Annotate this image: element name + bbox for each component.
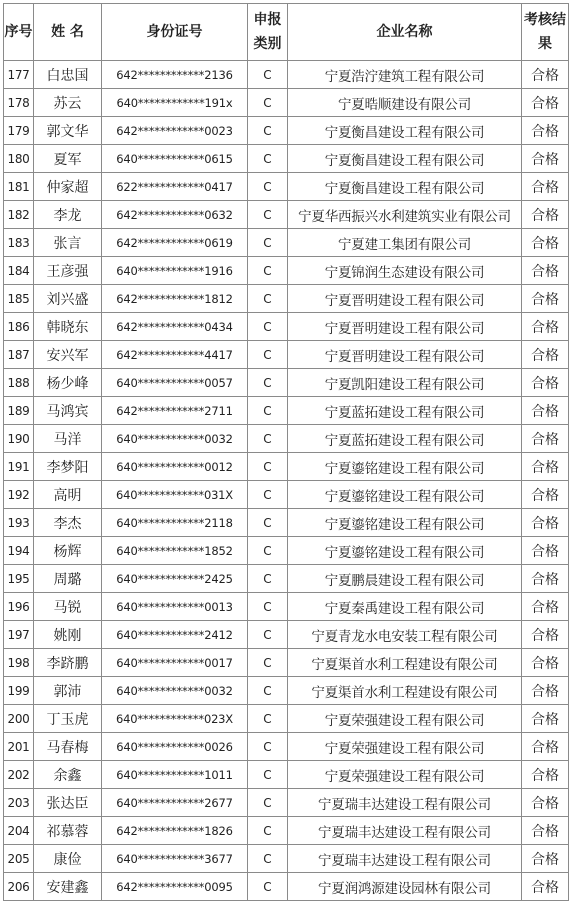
table-row [4,229,569,257]
cell-result: 合格 [522,789,569,817]
cell-company: 宁夏晋明建设工程有限公司 [288,341,522,369]
cell-company: 宁夏瑞丰达建设工程有限公司 [288,789,522,817]
cell-name: 安建鑫 [34,873,102,901]
cell-name: 李龙 [34,201,102,229]
results-table [3,3,569,901]
cell-company: 宁夏瑞丰达建设工程有限公司 [288,817,522,845]
cell-name: 郭沛 [34,677,102,705]
header-type: 申报类别 [248,4,288,61]
cell-seq: 189 [4,397,34,425]
cell-result: 合格 [522,145,569,173]
cell-company: 宁夏鎏铭建设工程有限公司 [288,481,522,509]
cell-name: 杨少峰 [34,369,102,397]
cell-id: 640************1916 [102,257,248,285]
cell-name: 李杰 [34,509,102,537]
cell-type: C [248,117,288,145]
table-row [4,257,569,285]
table-row [4,341,569,369]
cell-company: 宁夏秦禹建设工程有限公司 [288,593,522,621]
cell-name: 姚刚 [34,621,102,649]
cell-company: 宁夏青龙水电安装工程有限公司 [288,621,522,649]
cell-name: 安兴军 [34,341,102,369]
cell-id: 640************2425 [102,565,248,593]
cell-company: 宁夏鹏晨建设工程有限公司 [288,565,522,593]
table-row [4,117,569,145]
cell-id: 642************0434 [102,313,248,341]
cell-type: C [248,397,288,425]
table-row [4,817,569,845]
header-result: 考核结果 [522,4,569,61]
table-row [4,565,569,593]
table-row [4,173,569,201]
table-row [4,313,569,341]
cell-type: C [248,173,288,201]
cell-name: 白忠国 [34,61,102,89]
cell-name: 高明 [34,481,102,509]
cell-result: 合格 [522,677,569,705]
cell-type: C [248,649,288,677]
table-row [4,453,569,481]
table-header [4,4,569,61]
cell-name: 马鸿宾 [34,397,102,425]
cell-result: 合格 [522,705,569,733]
cell-seq: 205 [4,845,34,873]
cell-result: 合格 [522,117,569,145]
cell-company: 宁夏鎏铭建设工程有限公司 [288,453,522,481]
cell-company: 宁夏鎏铭建设工程有限公司 [288,537,522,565]
cell-type: C [248,789,288,817]
cell-company: 宁夏浩泞建筑工程有限公司 [288,61,522,89]
cell-seq: 191 [4,453,34,481]
table-row [4,509,569,537]
cell-type: C [248,705,288,733]
cell-company: 宁夏锦润生态建设有限公司 [288,257,522,285]
cell-company: 宁夏渠首水利工程建设有限公司 [288,677,522,705]
cell-company: 宁夏润鸿源建设园林有限公司 [288,873,522,901]
cell-id: 622************0417 [102,173,248,201]
cell-company: 宁夏鎏铭建设工程有限公司 [288,509,522,537]
cell-id: 640************0032 [102,677,248,705]
cell-seq: 201 [4,733,34,761]
cell-seq: 206 [4,873,34,901]
table-body [4,61,569,901]
cell-company: 宁夏荣强建设工程有限公司 [288,733,522,761]
cell-result: 合格 [522,425,569,453]
cell-id: 642************1826 [102,817,248,845]
cell-company: 宁夏瑞丰达建设工程有限公司 [288,845,522,873]
cell-id: 642************0632 [102,201,248,229]
cell-name: 周璐 [34,565,102,593]
cell-seq: 179 [4,117,34,145]
table-row [4,593,569,621]
table-row [4,397,569,425]
cell-name: 李梦阳 [34,453,102,481]
cell-type: C [248,285,288,313]
cell-name: 马洋 [34,425,102,453]
cell-type: C [248,677,288,705]
cell-seq: 185 [4,285,34,313]
cell-result: 合格 [522,817,569,845]
table-row [4,425,569,453]
table-row [4,89,569,117]
cell-name: 张言 [34,229,102,257]
cell-result: 合格 [522,173,569,201]
cell-name: 康俭 [34,845,102,873]
cell-result: 合格 [522,537,569,565]
header-row [4,4,569,61]
cell-seq: 178 [4,89,34,117]
table-row [4,733,569,761]
cell-result: 合格 [522,733,569,761]
cell-seq: 190 [4,425,34,453]
cell-seq: 204 [4,817,34,845]
cell-id: 640************2118 [102,509,248,537]
cell-seq: 200 [4,705,34,733]
cell-result: 合格 [522,313,569,341]
cell-result: 合格 [522,761,569,789]
cell-company: 宁夏晧顺建设有限公司 [288,89,522,117]
cell-result: 合格 [522,873,569,901]
cell-type: C [248,817,288,845]
cell-seq: 203 [4,789,34,817]
cell-company: 宁夏晋明建设工程有限公司 [288,313,522,341]
cell-seq: 183 [4,229,34,257]
cell-type: C [248,145,288,173]
table-row [4,649,569,677]
cell-type: C [248,453,288,481]
cell-id: 640************2677 [102,789,248,817]
cell-id: 640************0012 [102,453,248,481]
cell-id: 640************3677 [102,845,248,873]
cell-name: 马锐 [34,593,102,621]
table-row [4,621,569,649]
cell-company: 宁夏蓝拓建设工程有限公司 [288,397,522,425]
cell-id: 642************2136 [102,61,248,89]
cell-id: 642************2711 [102,397,248,425]
cell-type: C [248,565,288,593]
cell-name: 杨辉 [34,537,102,565]
cell-company: 宁夏建工集团有限公司 [288,229,522,257]
cell-result: 合格 [522,257,569,285]
cell-seq: 196 [4,593,34,621]
cell-name: 王彦强 [34,257,102,285]
cell-seq: 202 [4,761,34,789]
cell-result: 合格 [522,229,569,257]
cell-type: C [248,537,288,565]
cell-id: 640************191x [102,89,248,117]
cell-id: 642************0095 [102,873,248,901]
cell-result: 合格 [522,89,569,117]
cell-id: 640************0615 [102,145,248,173]
cell-result: 合格 [522,341,569,369]
cell-name: 李跻鹏 [34,649,102,677]
cell-id: 640************0057 [102,369,248,397]
cell-result: 合格 [522,201,569,229]
cell-id: 640************1011 [102,761,248,789]
cell-type: C [248,593,288,621]
table-row [4,705,569,733]
table-row [4,537,569,565]
cell-result: 合格 [522,649,569,677]
cell-name: 郭文华 [34,117,102,145]
cell-name: 丁玉虎 [34,705,102,733]
header-name: 姓 名 [34,4,102,61]
cell-type: C [248,61,288,89]
cell-seq: 186 [4,313,34,341]
cell-company: 宁夏荣强建设工程有限公司 [288,705,522,733]
header-seq: 序号 [4,4,34,61]
cell-name: 余鑫 [34,761,102,789]
cell-id: 642************4417 [102,341,248,369]
cell-result: 合格 [522,61,569,89]
header-company: 企业名称 [288,4,522,61]
cell-result: 合格 [522,285,569,313]
table-row [4,845,569,873]
cell-seq: 188 [4,369,34,397]
cell-company: 宁夏凯阳建设工程有限公司 [288,369,522,397]
cell-result: 合格 [522,509,569,537]
cell-id: 642************1812 [102,285,248,313]
table-row [4,369,569,397]
table-row [4,201,569,229]
cell-name: 苏云 [34,89,102,117]
cell-id: 640************1852 [102,537,248,565]
header-id: 身份证号 [102,4,248,61]
cell-seq: 187 [4,341,34,369]
cell-seq: 180 [4,145,34,173]
cell-type: C [248,229,288,257]
cell-id: 640************0026 [102,733,248,761]
cell-id: 640************023X [102,705,248,733]
cell-seq: 197 [4,621,34,649]
cell-type: C [248,201,288,229]
cell-result: 合格 [522,565,569,593]
cell-type: C [248,257,288,285]
cell-id: 640************0017 [102,649,248,677]
cell-seq: 182 [4,201,34,229]
cell-type: C [248,845,288,873]
cell-type: C [248,733,288,761]
cell-company: 宁夏渠首水利工程建设有限公司 [288,649,522,677]
cell-result: 合格 [522,845,569,873]
table-row [4,61,569,89]
cell-name: 张达臣 [34,789,102,817]
cell-company: 宁夏晋明建设工程有限公司 [288,285,522,313]
table-row [4,285,569,313]
cell-name: 仲家超 [34,173,102,201]
cell-company: 宁夏衡昌建设工程有限公司 [288,173,522,201]
cell-company: 宁夏荣强建设工程有限公司 [288,761,522,789]
table-row [4,761,569,789]
cell-result: 合格 [522,481,569,509]
cell-type: C [248,621,288,649]
cell-company: 宁夏华西振兴水利建筑实业有限公司 [288,201,522,229]
table-row [4,481,569,509]
cell-company: 宁夏衡昌建设工程有限公司 [288,145,522,173]
cell-name: 韩晓东 [34,313,102,341]
cell-id: 642************0023 [102,117,248,145]
table-row [4,873,569,901]
cell-type: C [248,481,288,509]
table-row [4,677,569,705]
cell-type: C [248,873,288,901]
cell-name: 马春梅 [34,733,102,761]
cell-type: C [248,509,288,537]
cell-type: C [248,761,288,789]
cell-id: 640************0013 [102,593,248,621]
cell-seq: 184 [4,257,34,285]
cell-company: 宁夏蓝拓建设工程有限公司 [288,425,522,453]
cell-seq: 177 [4,61,34,89]
cell-name: 刘兴盛 [34,285,102,313]
cell-result: 合格 [522,397,569,425]
table-row [4,789,569,817]
cell-id: 640************031X [102,481,248,509]
cell-seq: 195 [4,565,34,593]
cell-name: 夏军 [34,145,102,173]
cell-id: 640************0032 [102,425,248,453]
cell-seq: 193 [4,509,34,537]
cell-type: C [248,341,288,369]
cell-seq: 192 [4,481,34,509]
cell-seq: 194 [4,537,34,565]
cell-result: 合格 [522,453,569,481]
cell-result: 合格 [522,621,569,649]
cell-type: C [248,425,288,453]
cell-id: 642************0619 [102,229,248,257]
cell-result: 合格 [522,593,569,621]
cell-type: C [248,313,288,341]
cell-name: 祁慕蓉 [34,817,102,845]
cell-seq: 199 [4,677,34,705]
cell-type: C [248,369,288,397]
cell-result: 合格 [522,369,569,397]
cell-id: 640************2412 [102,621,248,649]
cell-seq: 198 [4,649,34,677]
cell-company: 宁夏衡昌建设工程有限公司 [288,117,522,145]
cell-type: C [248,89,288,117]
cell-seq: 181 [4,173,34,201]
table-row [4,145,569,173]
